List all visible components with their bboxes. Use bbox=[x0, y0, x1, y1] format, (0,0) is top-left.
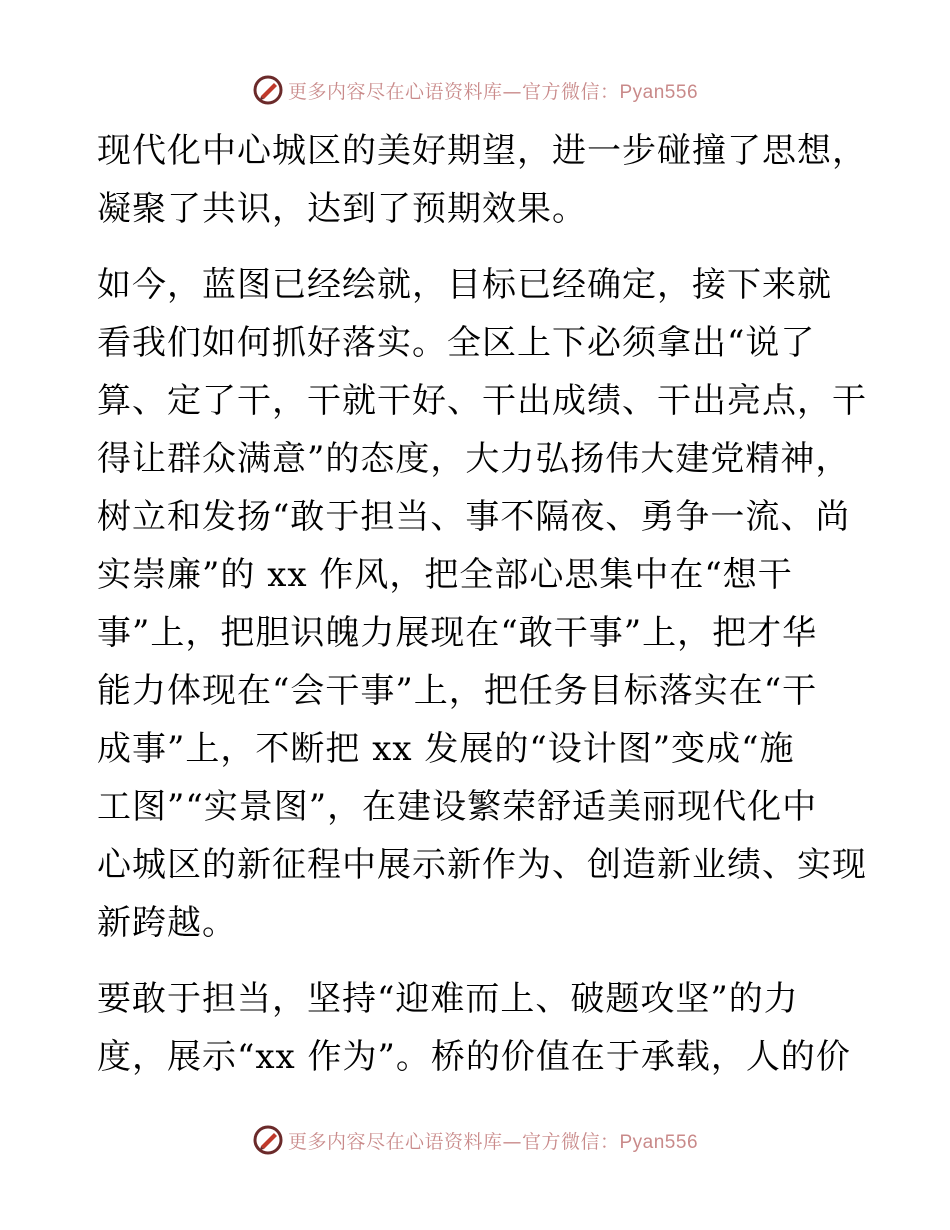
header-banner-text: 更多内容尽在心语资料库—官方微信：Pyan556 bbox=[287, 80, 699, 103]
text-line: 实崇廉”的 xx 作风，把全部心思集中在“想干 bbox=[97, 555, 793, 595]
text-line: 凝聚了共识，达到了预期效果。 bbox=[97, 189, 587, 229]
paragraph bbox=[97, 970, 857, 1086]
text-line: 事”上，把胆识魄力展现在“敢干事”上，把才华 bbox=[97, 613, 818, 653]
text-line: 成事”上，不断把 xx 发展的“设计图”变成“施 bbox=[97, 729, 795, 769]
text-line: 要敢于担当，坚持“迎难而上、破题攻坚”的力 bbox=[97, 979, 799, 1019]
text-line: 树立和发扬“敢于担当、事不隔夜、勇争一流、尚 bbox=[97, 497, 851, 537]
text-line: 如今，蓝图已经绘就，目标已经确定，接下来就 bbox=[97, 265, 832, 305]
logo-icon bbox=[252, 1124, 284, 1156]
logo-icon bbox=[252, 74, 284, 106]
footer-banner-text: 更多内容尽在心语资料库—官方微信：Pyan556 bbox=[287, 1130, 699, 1153]
paragraph bbox=[97, 122, 867, 238]
text-line: 心城区的新征程中展示新作为、创造新业绩、实现 bbox=[97, 845, 867, 885]
text-line: 得让群众满意”的态度，大力弘扬伟大建党精神， bbox=[97, 439, 851, 479]
document-body bbox=[97, 122, 867, 1086]
footer-banner bbox=[0, 1120, 950, 1160]
header-banner bbox=[0, 70, 950, 110]
text-line: 现代化中心城区的美好期望，进一步碰撞了思想， bbox=[97, 131, 867, 171]
text-line: 看我们如何抓好落实。全区上下必须拿出“说了 bbox=[97, 323, 816, 363]
text-line: 度，展示“xx 作为”。桥的价值在于承载，人的价 bbox=[97, 1037, 851, 1077]
paragraph bbox=[97, 256, 867, 952]
text-line: 算、定了干，干就干好、干出成绩、干出亮点，干 bbox=[97, 381, 867, 421]
text-line: 工图”“实景图”，在建设繁荣舒适美丽现代化中 bbox=[97, 787, 818, 827]
header-wechat-id: Pyan556 bbox=[619, 81, 699, 103]
text-line: 能力体现在“会干事”上，把任务目标落实在“干 bbox=[97, 671, 818, 711]
footer-wechat-id: Pyan556 bbox=[619, 1131, 699, 1153]
text-line: 新跨越。 bbox=[97, 903, 237, 943]
